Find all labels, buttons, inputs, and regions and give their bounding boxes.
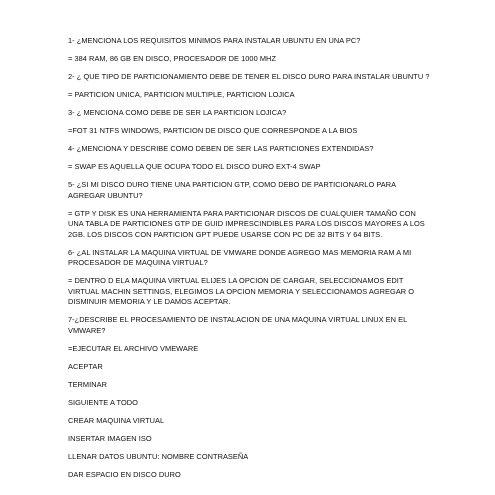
question-2: 2- ¿ QUE TIPO DE PARTICIONAMIENTO DEBE DE TENER EL DISCO DURO PARA INSTALAR UBUNTU ? xyxy=(68,72,430,81)
answer-3: =FOT 31 NTFS WINDOWS, PARTICION DE DISCO QUE CORRESPONDE A LA BIOS xyxy=(68,126,358,135)
answer-2: = PARTICION UNICA, PARTICION MULTIPLE, PARTICION LOJICA xyxy=(68,90,295,99)
step-item: TERMINAR xyxy=(68,379,107,389)
question-3: 3- ¿ MENCIONA COMO DEBE DE SER LA PARTICION LOJICA? xyxy=(68,108,287,117)
question-7: 7-¿DESCRIBE EL PROCESAMIENTO DE INSTALACION DE UNA MAQUINA VIRTUAL LINUX EN EL VMWARE? xyxy=(68,315,408,335)
document-body xyxy=(68,36,433,488)
answer-4: = SWAP ES AQUELLA QUE OCUPA TODO EL DISCO DURO EXT-4 SWAP xyxy=(68,162,321,171)
answer-6: = DENTRO D ELA MAQUINA VIRTUAL ELIJES LA OPCION DE CARGAR, SELECCIONAMOS EDIT VIRTUAL MACHIN SETTINGS, ELEGIMOS LA OPCION MEMORIA Y SELECCIONAMOS AGREGAR O DISMINUIR MEMORIA Y LE DAMOS ACEPTAR. xyxy=(68,276,415,306)
step-item: =EJECUTAR EL ARCHIVO VMEWARE xyxy=(68,343,199,353)
answer-7-steps xyxy=(68,344,433,481)
answer-1: = 384 RAM, 86 GB EN DISCO, PROCESADOR DE 1000 MHZ xyxy=(68,54,277,63)
question-6: 6- ¿AL INSTALAR LA MAQUINA VIRTUAL DE VMWARE DONDE AGREGO MAS MEMORIA RAM A MI PROCESADOR DE MAQUINA VIRTUAL? xyxy=(68,247,412,267)
question-5: 5- ¿SI MI DISCO DURO TIENE UNA PARTICION GTP, COMO DEBO DE PARTICIONARLO PARA AGREGAR UBUNTU? xyxy=(68,180,396,200)
question-4: 4- ¿MENCIONA Y DESCRIBE COMO DEBEN DE SER LAS PARTICIONES EXTENDIDAS? xyxy=(68,144,374,153)
step-item: LLENAR DATOS UBUNTU: NOMBRE CONTRASEÑA xyxy=(68,451,249,461)
question-1: 1- ¿MENCIONA LOS REQUISITOS MINIMOS PARA INSTALAR UBUNTU EN UNA PC? xyxy=(68,36,361,45)
step-item: INSERTAR IMAGEN ISO xyxy=(68,433,152,443)
step-item: CREAR MAQUINA VIRTUAL xyxy=(68,415,165,425)
step-item: SIGUIENTE A TODO xyxy=(68,397,138,407)
step-item: DAR ESPACIO EN DISCO DURO xyxy=(68,469,181,479)
answer-5: = GTP Y DISK ES UNA HERRAMIENTA PARA PARTICIONAR DISCOS DE CUALQUIER TAMAÑO CON UNA TABLA DE PARTICIONES GTP DE GUID IMPRESCINDIBLES PARA LOS DISCOS MAYORES A LOS 2GB. LOS DISCOS CON PARTICION GPT PUEDE USARSE CON PC DE 32 BITS Y 64 BITS. xyxy=(68,208,425,239)
step-item: ACEPTAR xyxy=(68,361,103,371)
